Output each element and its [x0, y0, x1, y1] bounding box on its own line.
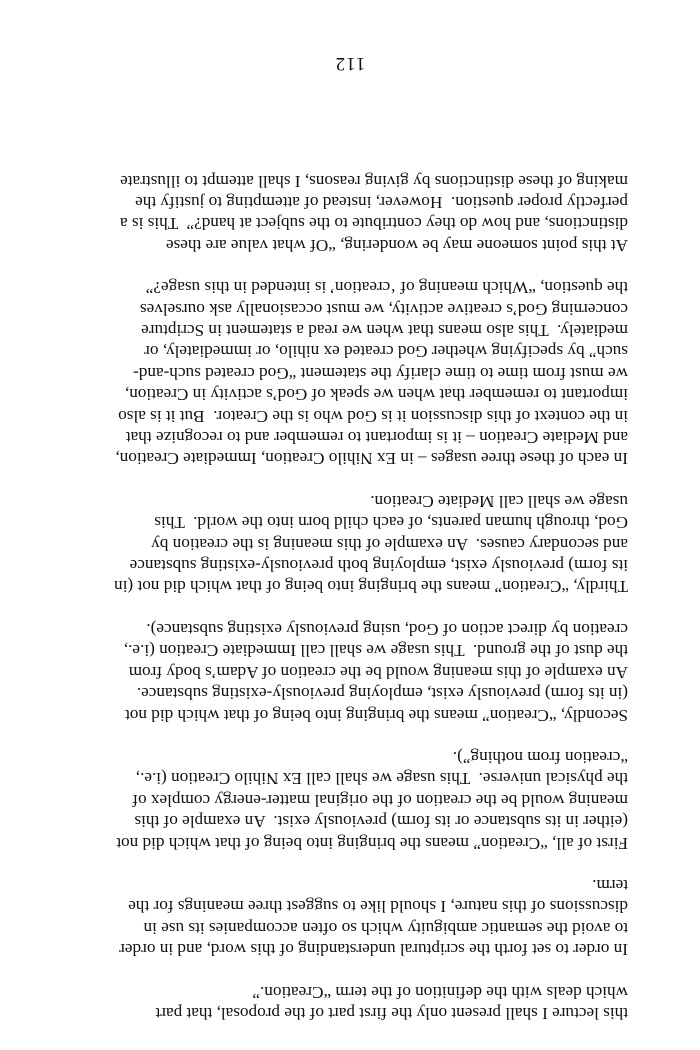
text-line: and secondary causes. An example of this meaning is the creation by [151, 534, 628, 554]
text-line: term. [592, 875, 628, 895]
text-line: making of these distinctions by giving reasons, I shall attempt to illustrate [120, 171, 628, 191]
text-line: God, through human parents, of each child born into the world. This [154, 513, 628, 533]
text-line: In order to set forth the scriptural understanding of this word, and in order [119, 940, 628, 960]
text-line: and Mediate Creation – it is important to remember and to recognize that [125, 428, 628, 448]
text-line: in the context of this discussion it is God who is the Creator. But it is also [118, 406, 628, 426]
text-line: concerning God’s creative activity, we must occasionally ask ourselves [139, 299, 628, 319]
text-line: distinctions, and how do they contribute to the subject at hand?” This is a [119, 214, 628, 234]
text-line: which deals with the definition of the term “Creation.” [252, 982, 628, 1002]
text-line: this lecture I shall present only the first part of the proposal, that part [155, 1004, 628, 1023]
text-line: the dust of the ground. This usage we shall call Immediate Creation (i.e., [123, 641, 628, 661]
text-line: First of all, “Creation” means the bringing into being of that which did not [116, 833, 628, 853]
text-line: important to remember that when we speak of God’s activity in Creation, [124, 385, 628, 405]
body-text [68, 149, 628, 1024]
text-line: Thirdly, “Creation” means the bringing into being of that which did not (in [114, 577, 628, 597]
text-line: “creation from nothing”). [452, 747, 628, 767]
text-line: An example of this meaning would be the creation of Adam’s body from [128, 662, 628, 682]
text-line: the physical universe. This usage we shall call Ex Nihilo Creation (i.e., [135, 769, 628, 789]
text-line: (either in its substance or its form) previously exist. An example of this [134, 812, 628, 832]
paragraph-1 [68, 981, 628, 1024]
text-line: Secondly, “Creation” means the bringing into being of that which did not [125, 705, 628, 725]
text-line: At this point someone may be wondering, “Of what value are these [165, 235, 628, 255]
text-line: the question, “Which meaning of ‘creation’ is intended in this usage?” [145, 278, 628, 298]
text-line: mediately. This also means that when we read a statement in Scripture [141, 321, 628, 341]
text-line: usage we shall call Mediate Creation. [370, 491, 628, 511]
paragraph-5 [68, 490, 628, 597]
text-line: we must from time to time clarify the statement “God created such-and- [133, 363, 628, 383]
text-line: such” by specifying whether God created ex nihilo, or immediately, or [144, 342, 628, 362]
text-line: discussions of this nature, I should like to suggest three meanings for the [128, 897, 628, 917]
paragraph-2 [68, 875, 628, 961]
paragraph-6 [68, 277, 628, 470]
text-line: creation by direct action of God, using previously existing substance). [146, 619, 628, 639]
text-line: meaning would be the creation of the original matter-energy complex of [132, 790, 628, 810]
text-line: to avoid the semantic ambiguity which so often accompanies its use in [143, 918, 628, 938]
paragraph-7 [68, 170, 628, 256]
paragraph-3 [68, 747, 628, 854]
text-line: (in its form) previously exist, employing previously-existing substance. [136, 684, 628, 704]
text-line: perfectly proper question. However, instead of attempting to justify the [135, 193, 628, 212]
text-line: In each of these three usages – in Ex Nihilo Creation, Immediate Creation, [115, 449, 628, 469]
page-number: 112 [334, 53, 366, 74]
paragraph-4 [68, 619, 628, 726]
text-line: its form) previously exist, employing both previously-existing substance [129, 556, 628, 576]
